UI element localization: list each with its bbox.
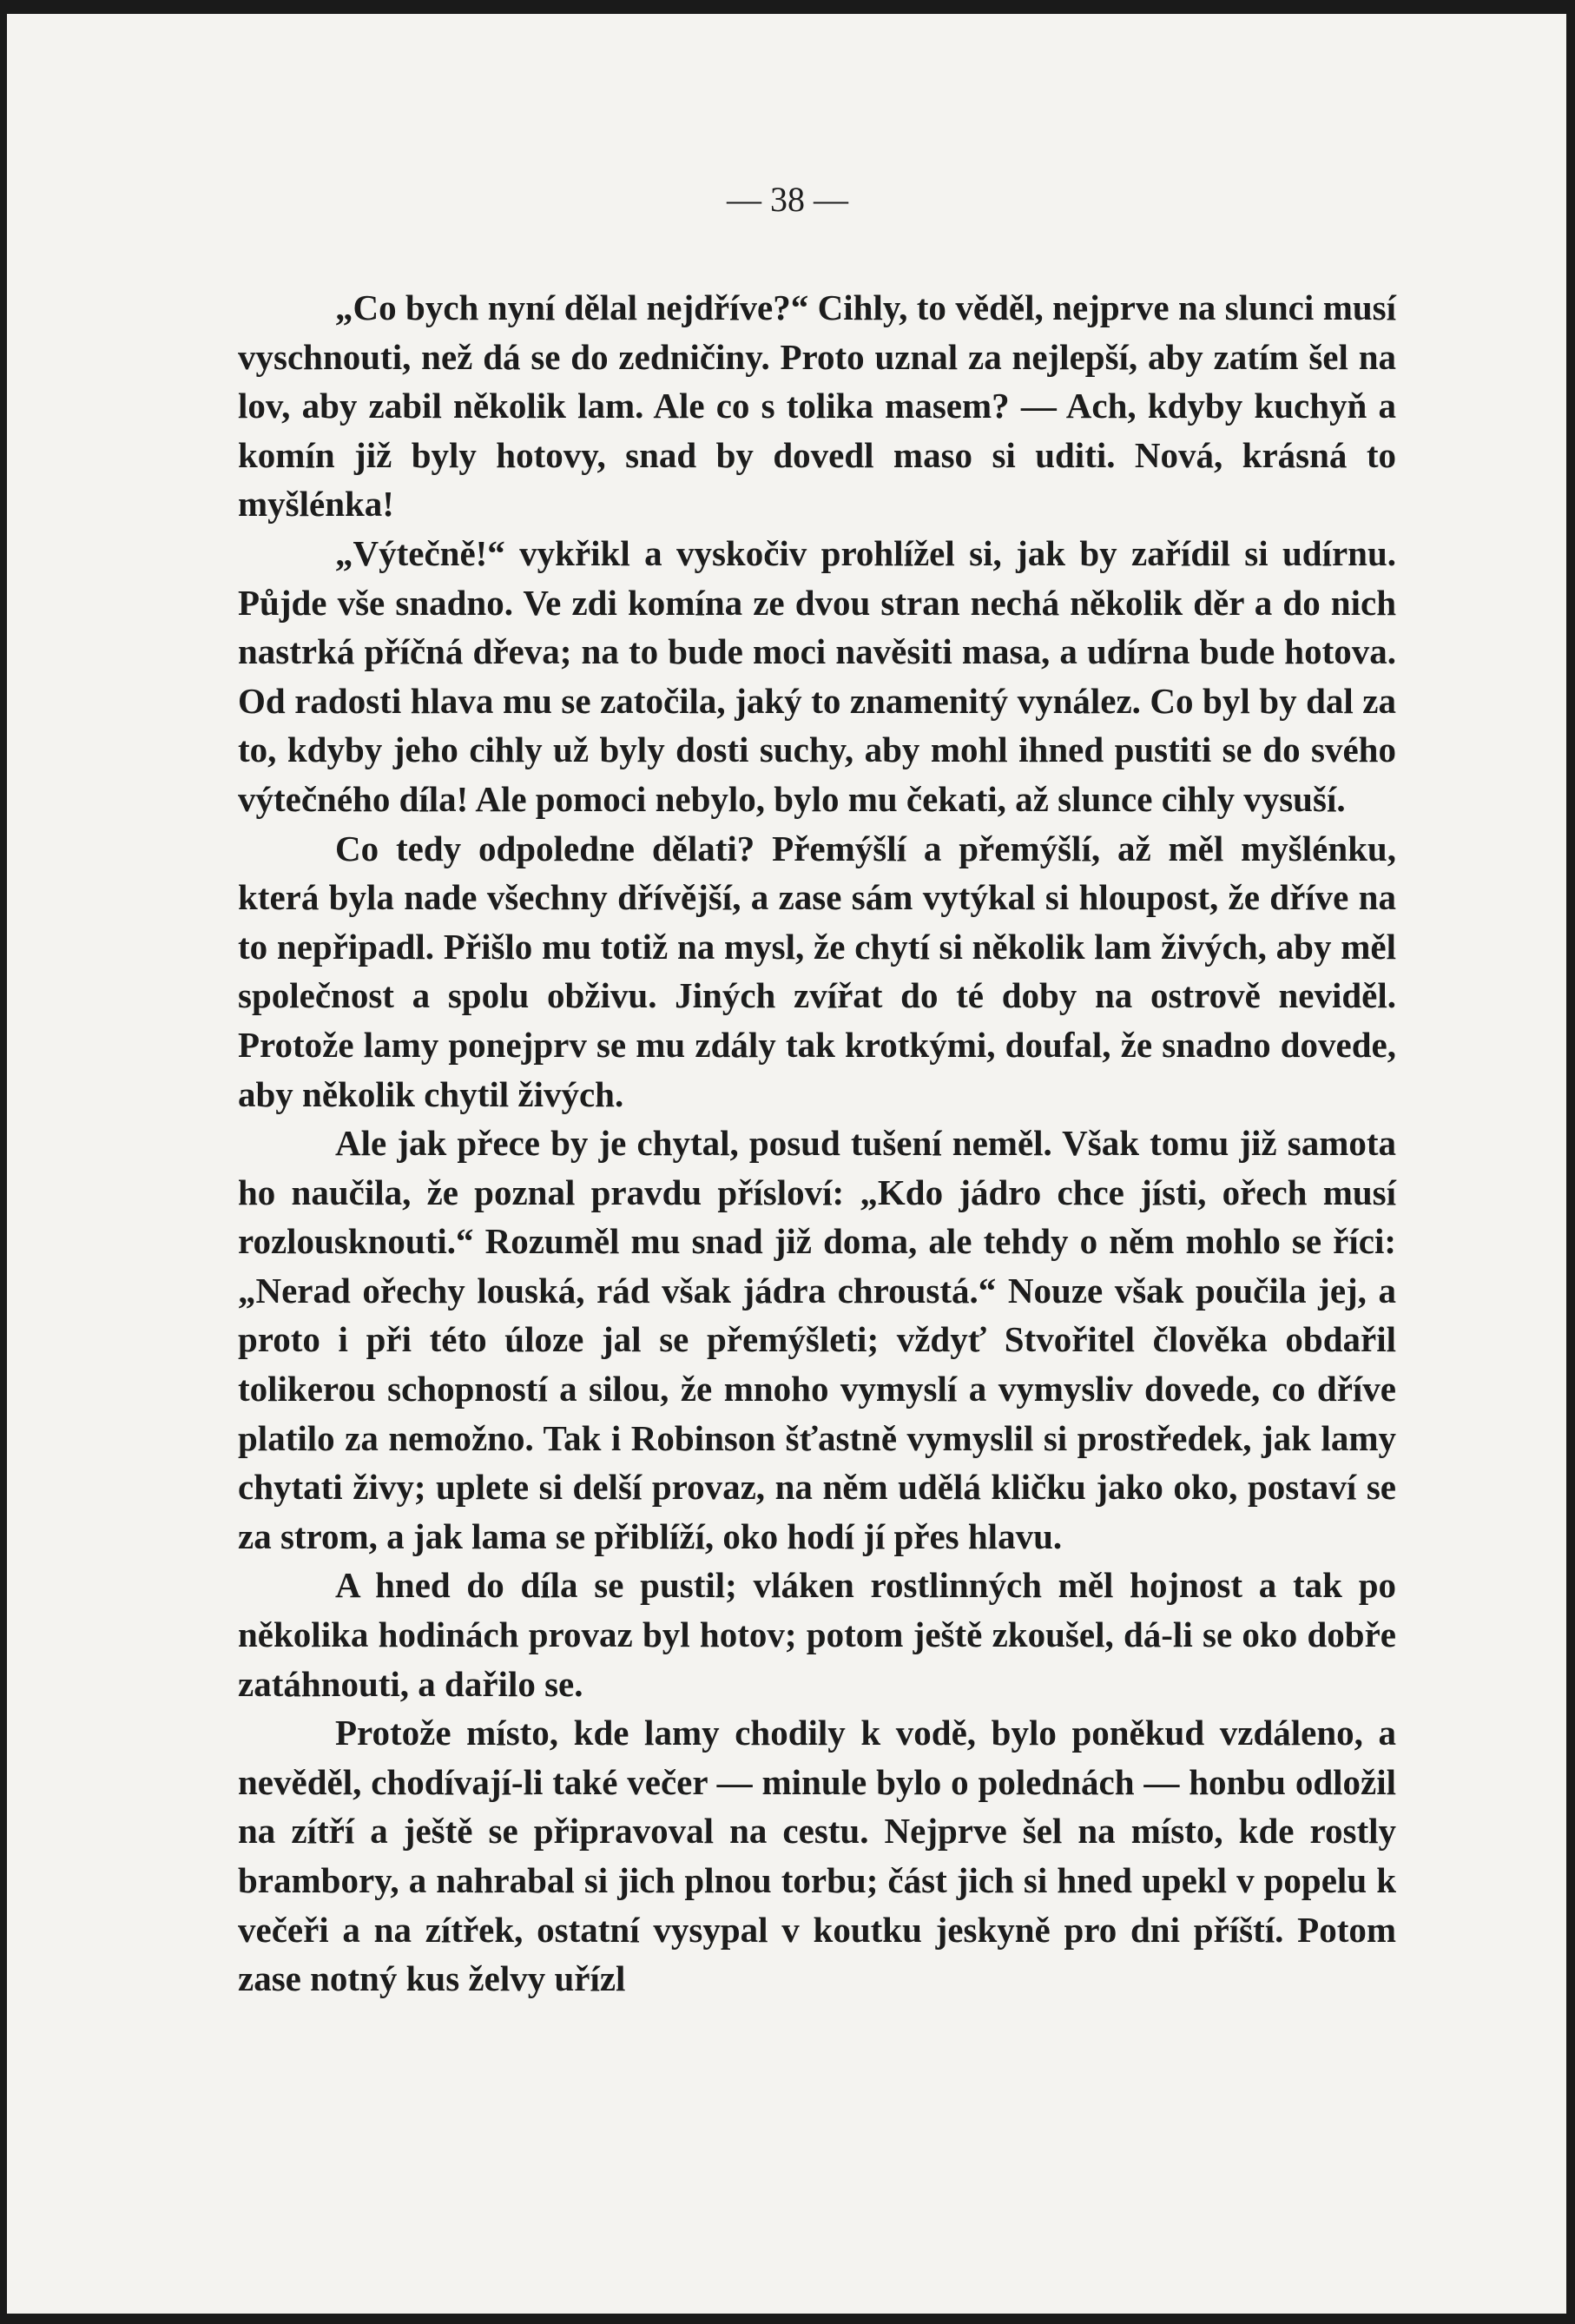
scan-border-right [1566, 0, 1575, 2324]
scan-border-top [0, 0, 1575, 14]
body-text [238, 283, 1396, 2004]
paragraph-2: „Výtečně!“ vykřikl a vyskočiv prohlížel si, jak by zařídil si udírnu. Půjde vše snadno. Ve zdi komína ze dvou stran nechá několik děr a do nich nastrká příčná dřeva; na to bude moci navěsiti masa, a udírna bude hotova. Od radosti hlava mu se zatočila, jaký to znamenitý vynález. Co byl by dal za to, kdyby jeho cihly už byly dosti suchy, aby mohl ihned pustiti se do svého výtečného díla! Ale pomoci nebylo, bylo mu čekati, až slunce cihly vysuší. [238, 532, 1396, 819]
scan-border-left [0, 0, 7, 2324]
page-number: — 38 — [727, 180, 848, 219]
scan-border-bottom [0, 2314, 1575, 2324]
paragraph-5: A hned do díla se pustil; vláken rostlinných měl hojnost a tak po několika hodinách provaz byl hotov; potom ještě zkoušel, dá-li se oko dobře zatáhnouti, a dařilo se. [238, 1565, 1396, 1704]
paragraph-6: Protože místo, kde lamy chodily k vodě, bylo poněkud vzdáleno, a nevěděl, chodívají-li také večer — minule bylo o polednách — honbu odložil na zítří a ještě se připravoval na cestu. Nejprve šel na místo, kde rostly brambory, a nahrabal si jich plnou torbu; část jich si hned upekl v popelu k večeři a na zítřek, ostatní vysypal v koutku jeskyně pro dni příští. Potom zase notný kus želvy uřízl [238, 1713, 1396, 1999]
paragraph-4: Ale jak přece by je chytal, posud tušení neměl. Však tomu již samota ho naučila, že poznal pravdu přísloví: „Kdo jádro chce jísti, ořech musí rozlousknouti.“ Rozuměl mu snad již doma, ale tehdy o něm mohlo se říci: „Nerad ořechy louská, rád však jádra chroustá.“ Nouze však poučila jej, a proto i při této úloze jal se přemýšleti; vždyť Stvořitel člověka obdařil tolikerou schopností a silou, že mnoho vymyslí a vymysliv dovede, co dříve platilo za nemožno. Tak i Robinson šťastně vymyslil si prostředek, jak lamy chytati živy; uplete si delší provaz, na něm udělá kličku jako oko, postaví se za strom, a jak lama se přiblíží, oko hodí jí přes hlavu. [238, 1123, 1396, 1556]
paragraph-1: „Co bych nyní dělal nejdříve?“ Cihly, to věděl, nejprve na slunci musí vyschnouti, než dá se do zedničiny. Proto uznal za nejlepší, aby zatím šel na lov, aby zabil několik lam. Ale co s tolika masem? — Ach, kdyby kuchyň a komín již byly hotovy, snad by dovedl maso si uditi. Nová, krásná to myšlénka! [238, 287, 1396, 525]
paragraph-3: Co tedy odpoledne dělati? Přemýšlí a přemýšlí, až měl myšlénku, která byla nade všechny dřívější, a zase sám vytýkal si hloupost, že dříve na to nepřipadl. Přišlo mu totiž na mysl, že chytí si několik lam živých, aby měl společnost a spolu obživu. Jiných zvířat do té doby na ostrově neviděl. Protože lamy ponejprv se mu zdály tak krotkými, doufal, že snadno dovede, aby několik chytil živých. [238, 828, 1396, 1114]
